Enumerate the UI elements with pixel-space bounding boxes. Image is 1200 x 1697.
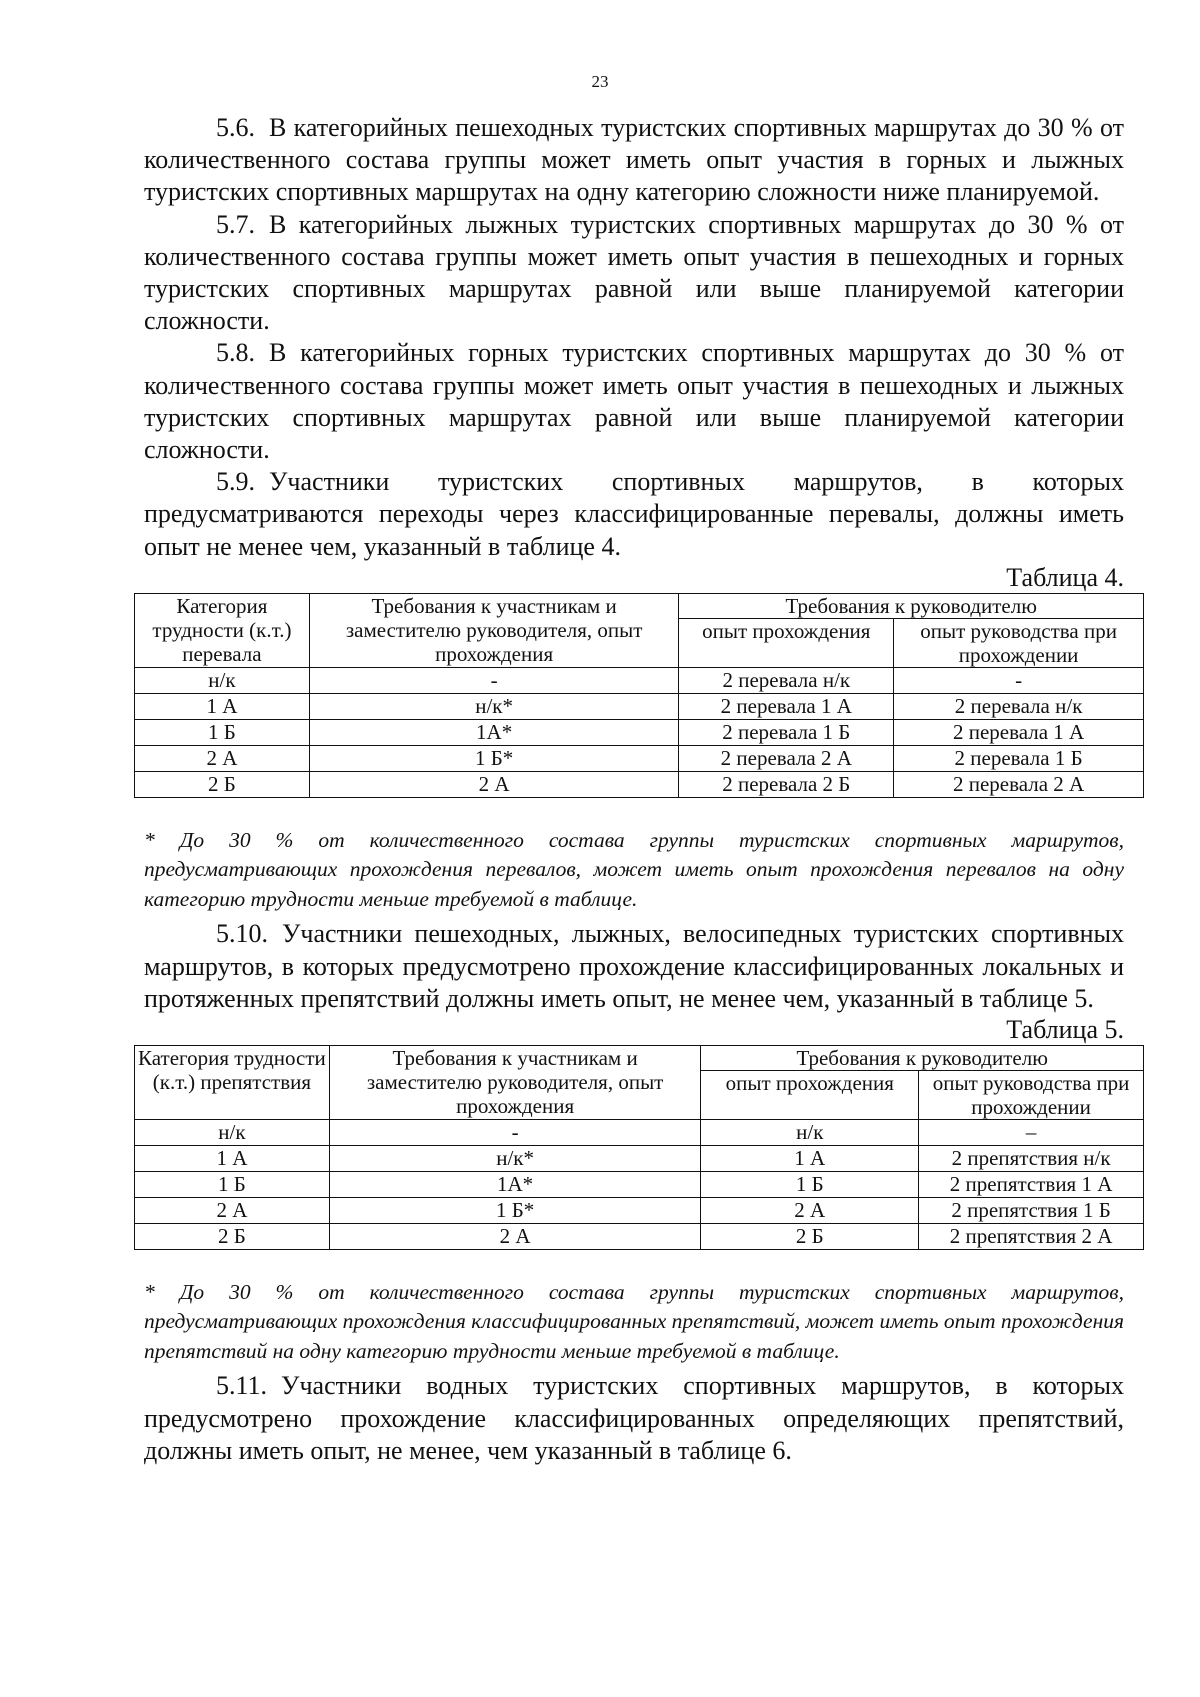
table-row	[135, 667, 1144, 693]
header-category: Категория трудности (к.т.) препятствия	[135, 1045, 330, 1119]
table-cell: 1 Б	[135, 719, 310, 745]
table-cell: 1 А	[135, 693, 310, 719]
table-cell: 1А*	[309, 719, 679, 745]
table-cell: н/к	[135, 1119, 330, 1145]
table-cell: –	[919, 1119, 1144, 1145]
table-cell: 2 А	[701, 1197, 919, 1223]
header-category: Категория трудности (к.т.) перевала	[135, 593, 310, 667]
table-cell: 2 А	[309, 771, 679, 797]
table-row	[135, 719, 1144, 745]
table-cell: 2 препятствия н/к	[919, 1145, 1144, 1171]
table-cell: 1А*	[329, 1171, 701, 1197]
table-cell: 1 Б*	[329, 1197, 701, 1223]
table-4	[134, 593, 1144, 798]
paragraph-text: Участники туристских спортивных маршрутов, в которых предусматриваются переходы через классифицированные перевалы, должны иметь опыт не менее чем, указанный в таблице 4.	[144, 467, 1124, 561]
table-cell: 2 перевала 2 А	[679, 745, 894, 771]
paragraph-5-7	[144, 209, 1124, 338]
table-cell: 1 Б	[135, 1171, 330, 1197]
table-row	[135, 693, 1144, 719]
paragraph-number: 5.8.	[216, 338, 255, 368]
table-5	[134, 1045, 1144, 1250]
table-row	[135, 1223, 1144, 1249]
paragraph-5-10	[144, 918, 1124, 1015]
table-cell: 2 перевала 1 А	[679, 693, 894, 719]
header-participants: Требования к участникам и заместителю руководителя, опыт прохождения	[309, 593, 679, 667]
table-row	[135, 1197, 1144, 1223]
table-row	[135, 745, 1144, 771]
table-cell: 2 перевала н/к	[894, 693, 1144, 719]
table-row	[135, 1145, 1144, 1171]
table-cell: н/к*	[329, 1145, 701, 1171]
table-cell: 1 Б	[701, 1171, 919, 1197]
table-cell: 2 перевала 1 Б	[679, 719, 894, 745]
header-leader-experience: опыт прохождения	[701, 1070, 919, 1119]
document-body	[138, 112, 1130, 1467]
paragraph-number: 5.9.	[216, 467, 255, 497]
table-cell: 2 перевала 2 А	[894, 771, 1144, 797]
page-number: 23	[591, 72, 609, 91]
paragraph-number: 5.7.	[216, 209, 255, 239]
table-cell: 2 Б	[701, 1223, 919, 1249]
table-cell: 2 А	[135, 1197, 330, 1223]
paragraph-5-11	[144, 1370, 1124, 1467]
paragraph-number: 5.10.	[216, 919, 268, 949]
header-leader-group: Требования к руководителю	[701, 1045, 1144, 1070]
table-row	[135, 1119, 1144, 1145]
table-cell: н/к	[701, 1119, 919, 1145]
table-cell: 2 А	[329, 1223, 701, 1249]
paragraph-text: В категорийных горных туристских спортивных маршрутах до 30 % от количественного состава группы может иметь опыт участия в пешеходных и лыжных туристских спортивных маршрутах равной или выше планируемой категории сложности.	[144, 338, 1124, 465]
paragraph-text: В категорийных пешеходных туристских спортивных маршрутах до 30 % от количественного состава группы может иметь опыт участия в горных и лыжных туристских спортивных маршрутах на одну категорию сложности ниже планируемой.	[144, 113, 1124, 207]
table-5-footnote: * До 30 % от количественного состава группы туристских спортивных маршрутов, предусматривающих прохождения классифицированных препятствий, может иметь опыт прохождения препятствий на одну категорию трудности меньше требуемой в таблице.	[144, 1279, 1124, 1363]
table-4-caption: Таблица 4.	[1006, 562, 1124, 592]
header-leader-leading: опыт руководства при прохождении	[919, 1070, 1144, 1119]
table-cell: 2 перевала н/к	[679, 667, 894, 693]
table-cell: 2 препятствия 1 Б	[919, 1197, 1144, 1223]
table-cell: 2 перевала 1 Б	[894, 745, 1144, 771]
table-cell: 1 Б*	[309, 745, 679, 771]
table-cell: 2 Б	[135, 771, 310, 797]
header-leader-group: Требования к руководителю	[679, 593, 1144, 618]
table-cell: -	[329, 1119, 701, 1145]
table-cell: 2 перевала 1 А	[894, 719, 1144, 745]
table-cell: 2 Б	[135, 1223, 330, 1249]
table-row	[135, 771, 1144, 797]
paragraph-text: В категорийных лыжных туристских спортивных маршрутах до 30 % от количественного состава группы может иметь опыт участия в пешеходных и горных туристских спортивных маршрутах равной или выше планируемой категории сложности.	[144, 209, 1124, 336]
paragraph-text: Участники водных туристских спортивных маршрутов, в которых предусмотрено прохождение классифицированных определяющих препятствий, должны иметь опыт, не менее, чем указанный в таблице 6.	[144, 1371, 1124, 1465]
table-cell: 1 А	[135, 1145, 330, 1171]
table-cell: 2 А	[135, 745, 310, 771]
header-leader-leading: опыт руководства при прохождении	[894, 618, 1144, 667]
table-cell: н/к*	[309, 693, 679, 719]
paragraph-5-6	[144, 112, 1124, 209]
table-cell: 2 препятствия 1 А	[919, 1171, 1144, 1197]
paragraph-number: 5.6.	[216, 113, 255, 142]
table-cell: -	[894, 667, 1144, 693]
table-4-footnote: * До 30 % от количественного состава группы туристских спортивных маршрутов, предусматривающих прохождения перевалов, может иметь опыт прохождения перевалов на одну категорию трудности меньше требуемой в таблице.	[144, 827, 1124, 911]
table-row	[135, 1171, 1144, 1197]
table-cell: 1 А	[701, 1145, 919, 1171]
header-participants: Требования к участникам и заместителю руководителя, опыт прохождения	[329, 1045, 701, 1119]
paragraph-5-8	[144, 337, 1124, 466]
table-5-caption: Таблица 5.	[1006, 1014, 1124, 1044]
table-cell: 2 перевала 2 Б	[679, 771, 894, 797]
header-leader-experience: опыт прохождения	[679, 618, 894, 667]
paragraph-number: 5.11.	[216, 1371, 268, 1401]
paragraph-5-9	[144, 466, 1124, 563]
table-cell: 2 препятствия 2 А	[919, 1223, 1144, 1249]
paragraph-text: Участники пешеходных, лыжных, велосипедных туристских спортивных маршрутов, в которых предусмотрено прохождение классифицированных локальных и протяженных препятствий должны иметь опыт, не менее чем, указанный в таблице 5.	[144, 919, 1124, 1013]
table-cell: н/к	[135, 667, 310, 693]
table-cell: -	[309, 667, 679, 693]
